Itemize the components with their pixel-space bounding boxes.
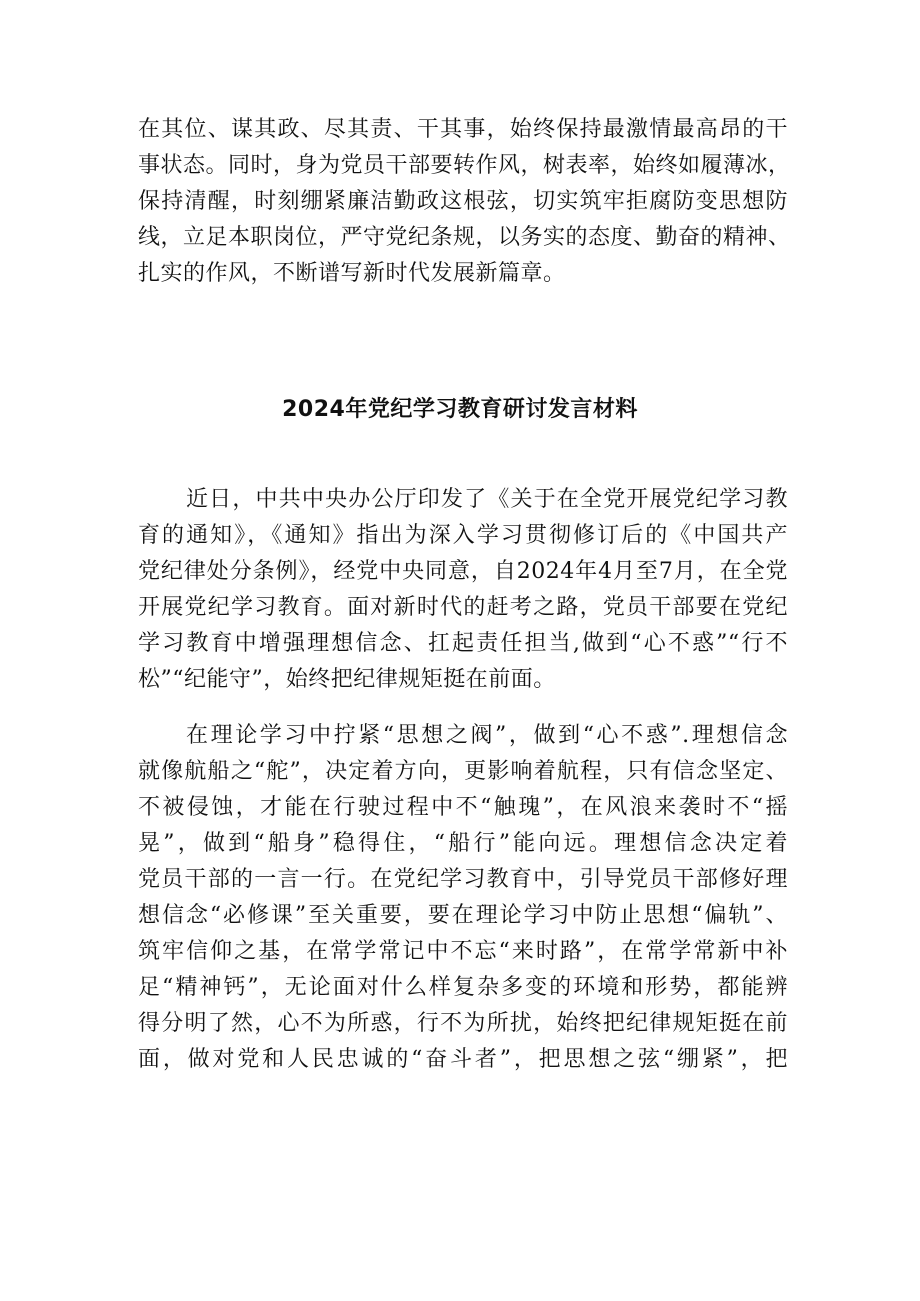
p2-line-8: 足“精神钙”，无论面对什么样复杂多变的环境和形势，都能辨 (138, 975, 788, 1000)
p1-line-3: 党纪律处分条例》，经党中央同意，自2024年4月至7月，在全党 (138, 559, 788, 584)
p2-line-3: 不被侵蚀，才能在行驶过程中不“触瑰”，在风浪来袭时不“摇 (138, 795, 788, 820)
intro-line-2: 事状态。同时，身为党员干部要转作风，树表率，始终如履薄冰， (138, 153, 791, 178)
intro-line-5: 扎实的作风，不断谱写新时代发展新篇章。 (138, 261, 566, 286)
p2-line-7: 筑牢信仰之基，在常学常记中不忘“来时路”，在常学常新中补 (138, 939, 788, 964)
intro-line-3: 保持清醒，时刻绷紧廉洁勤政这根弦，切实筑牢拒腐防变思想防 (138, 189, 788, 214)
p2-line-2: 就像航船之“舵”，决定着方向，更影响着航程，只有信念坚定、 (138, 759, 788, 784)
p2-line-4: 晃”，做到“船身”稳得住，“船行”能向远。理想信念决定着 (138, 831, 788, 856)
intro-line-4: 线，立足本职岗位，严守党纪条规，以务实的态度、勤奋的精神、 (138, 225, 791, 250)
p2-line-6: 想信念“必修课”至关重要，要在理论学习中防止思想“偏轨”、 (138, 903, 788, 928)
p1-line-5: 学习教育中增强理想信念、扛起责任担当,做到“心不惑”“行不 (138, 631, 788, 656)
p2-line-5: 党员干部的一言一行。在党纪学习教育中，引导党员干部修好理 (138, 867, 788, 892)
p2-line-10: 面，做对党和人民忠诚的“奋斗者”，把思想之弦“绷紧”，把 (138, 1047, 788, 1072)
p1-line-4: 开展党纪学习教育。面对新时代的赶考之路，党员干部要在党纪 (138, 595, 788, 620)
document-title: 2024年党纪学习教育研讨发言材料 (282, 397, 638, 422)
p1-line-1: 近日，中共中央办公厅印发了《关于在全党开展党纪学习教 (186, 487, 788, 512)
intro-line-1: 在其位、谋其政、尽其责、干其事，始终保持最激情最高昂的干 (138, 117, 788, 142)
p2-line-1: 在理论学习中拧紧“思想之阀”，做到“心不惑”.理想信念 (186, 723, 788, 748)
p1-line-6: 松”“纪能守”，始终把纪律规矩挺在前面。 (138, 667, 556, 692)
p2-line-9: 得分明了然，心不为所惑，行不为所扰，始终把纪律规矩挺在前 (138, 1011, 788, 1036)
p1-line-2: 育的通知》，《通知》指出为深入学习贯彻修订后的《中国共产 (138, 523, 788, 548)
